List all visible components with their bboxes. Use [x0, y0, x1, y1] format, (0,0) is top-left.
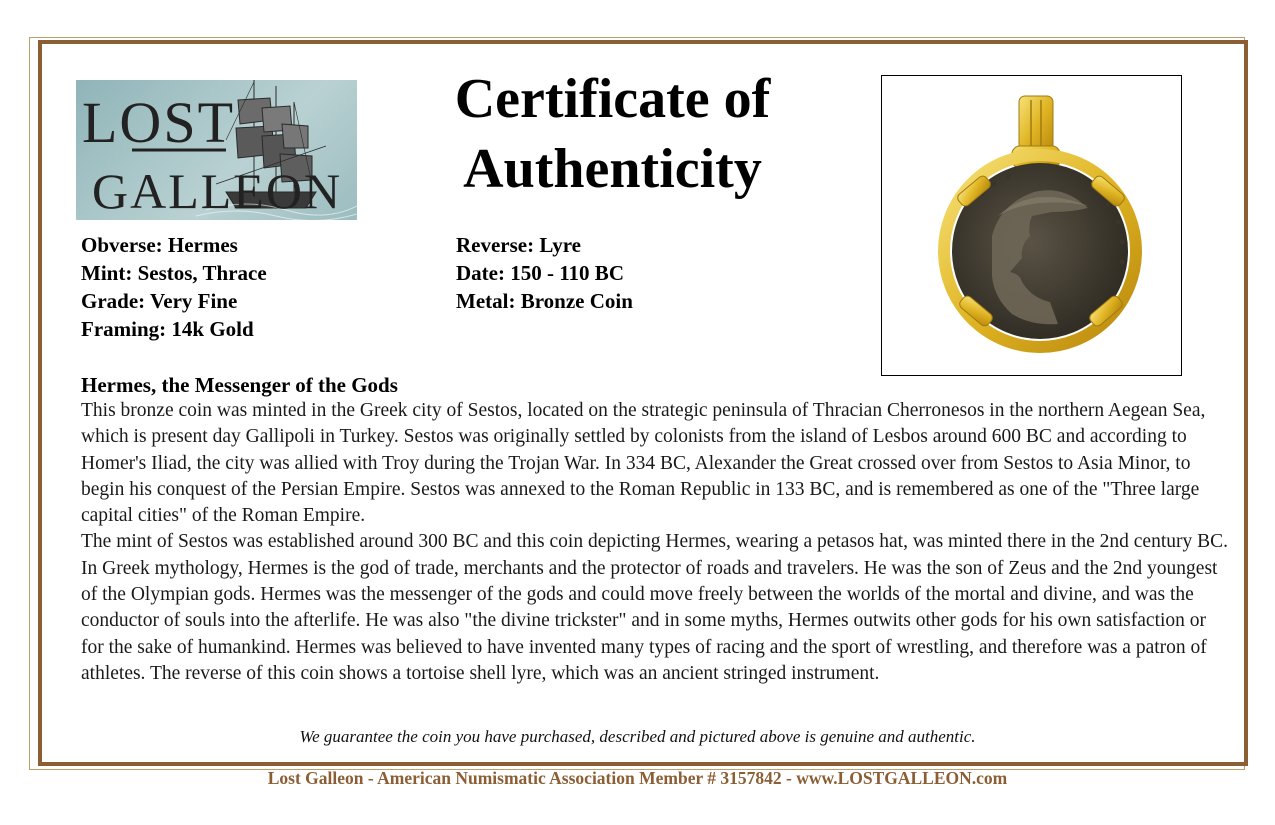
spec-metal: Metal: Bronze Coin — [456, 289, 633, 313]
coin-specs-left — [81, 231, 267, 343]
certificate-title — [400, 64, 825, 204]
description-paragraph-1: This bronze coin was minted in the Greek city of Sestos, located on the strategic peninsula of Thracian Cherronesos in the northern Aegean Sea, which is present day Gallipoli in Turkey. Sestos was originally settled by colonists from the island of Lesbos around 600 BC and according to Homer's Iliad, the city was allied with Troy during the Trojan War. In 334 BC, Alexander the Great crossed over from Sestos to Asia Minor, to begin his conquest of the Persian Empire. Sestos was annexed to the Roman Republic in 133 BC, and is remembered as one of the "Three large capital cities" of the Roman Empire. — [81, 400, 1206, 527]
title-line-2: Authenticity — [463, 138, 762, 200]
spec-grade: Grade: Very Fine — [81, 289, 238, 313]
description-heading: Hermes, the Messenger of the Gods — [81, 373, 398, 397]
coin-pendant-image — [882, 76, 1181, 375]
company-logo — [76, 80, 357, 220]
authenticity-guarantee: We guarantee the coin you have purchased, described and pictured above is genuine and authentic. — [299, 727, 976, 746]
logo-text-galleon: GALLEON — [92, 163, 343, 219]
spec-date: Date: 150 - 110 BC — [456, 261, 624, 285]
spec-mint: Mint: Sestos, Thrace — [81, 261, 267, 285]
spec-framing: Framing: 14k Gold — [81, 317, 254, 341]
description-paragraph-2: The mint of Sestos was established around 300 BC and this coin depicting Hermes, wearing a petasos hat, was minted there in the 2nd century BC. In Greek mythology, Hermes is the god of trade, merchants and the protector of roads and travelers. He was the son of Zeus and the 2nd youngest of the Olympian gods. Hermes was the messenger of the gods and could move freely between the worlds of the mortal and divine, and was the conductor of souls into the afterlife. He was also "the divine trickster" and in some myths, Hermes outwits other gods for his own satisfaction or for the sake of humankind. Hermes was believed to have invented many types of racing and the sport of wrestling, and therefore was a patron of athletes. The reverse of this coin shows a tortoise shell lyre, which was an ancient stringed instrument. — [81, 531, 1229, 684]
coin-photo-frame — [881, 75, 1182, 376]
title-line-1: Certificate of — [454, 68, 771, 130]
description-body — [81, 398, 1231, 687]
spec-reverse: Reverse: Lyre — [456, 233, 581, 257]
coin-specs-right — [456, 231, 633, 315]
footer-membership: Lost Galleon - American Numismatic Association Member # 3157842 - www.LOSTGALLEON.com — [267, 768, 1008, 788]
logo-text-lost: LOST — [82, 90, 235, 155]
spec-obverse: Obverse: Hermes — [81, 233, 238, 257]
